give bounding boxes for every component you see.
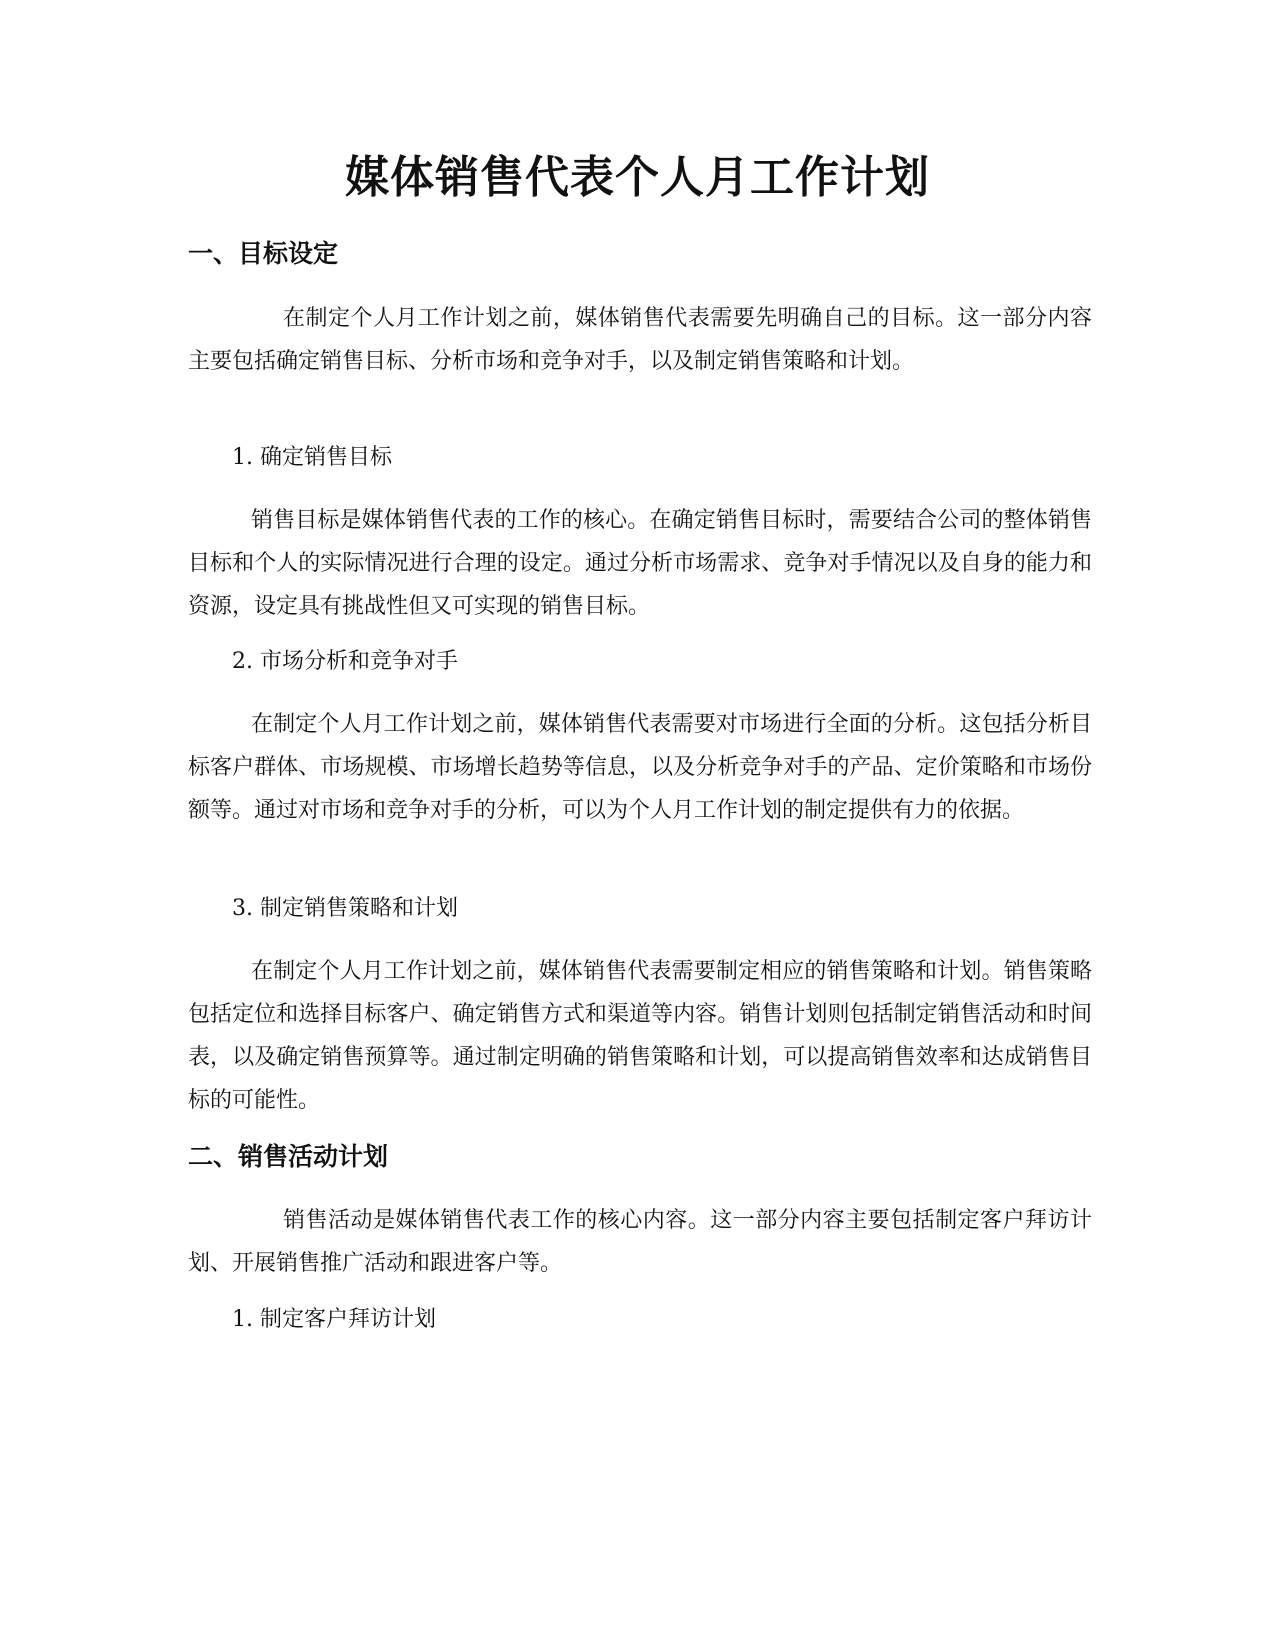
item-text-market-analysis: 在制定个人月工作计划之前，媒体销售代表需要对市场进行全面的分析。这包括分析目标客户群体、市场规模、市场增长趋势等信息，以及分析竞争对手的产品、定价策略和市场份额等。通过对市场和竞争对手的分析，可以为个人月工作计划的制定提供有力的依据。	[188, 712, 1092, 823]
item-text-sales-target: 销售目标是媒体销售代表的工作的核心。在确定销售目标时，需要结合公司的整体销售目标和个人的实际情况进行合理的设定。通过分析市场需求、竞争对手情况以及自身的能力和资源，设定具有挑战性但又可实现的销售目标。	[188, 508, 1092, 619]
item-label-market-analysis: 2. 市场分析和竞争对手	[232, 649, 458, 674]
item-label-client-visit-plan: 1. 制定客户拜访计划	[232, 1307, 436, 1332]
item-text-sales-strategy: 在制定个人月工作计划之前，媒体销售代表需要制定相应的销售策略和计划。销售策略包括定位和选择目标客户、确定销售方式和渠道等内容。销售计划则包括制定销售活动和时间表，以及确定销售预算等。通过制定明确的销售策略和计划，可以提高销售效率和达成销售目标的可能性。	[188, 959, 1092, 1113]
section-intro-sales-activity: 销售活动是媒体销售代表工作的核心内容。这一部分内容主要包括制定客户拜访计划、开展销售推广活动和跟进客户等。	[188, 1208, 1092, 1276]
section-heading-sales-activity: 二、销售活动计划	[188, 1142, 389, 1171]
item-label-sales-target: 1. 确定销售目标	[232, 445, 392, 470]
item-label-sales-strategy: 3. 制定销售策略和计划	[232, 896, 458, 921]
section-heading-goal-setting: 一、目标设定	[188, 239, 339, 268]
document-title: 媒体销售代表个人月工作计划	[345, 152, 930, 203]
section-intro-goal-setting: 在制定个人月工作计划之前，媒体销售代表需要先明确自己的目标。这一部分内容主要包括确定销售目标、分析市场和竞争对手，以及制定销售策略和计划。	[188, 306, 1092, 374]
